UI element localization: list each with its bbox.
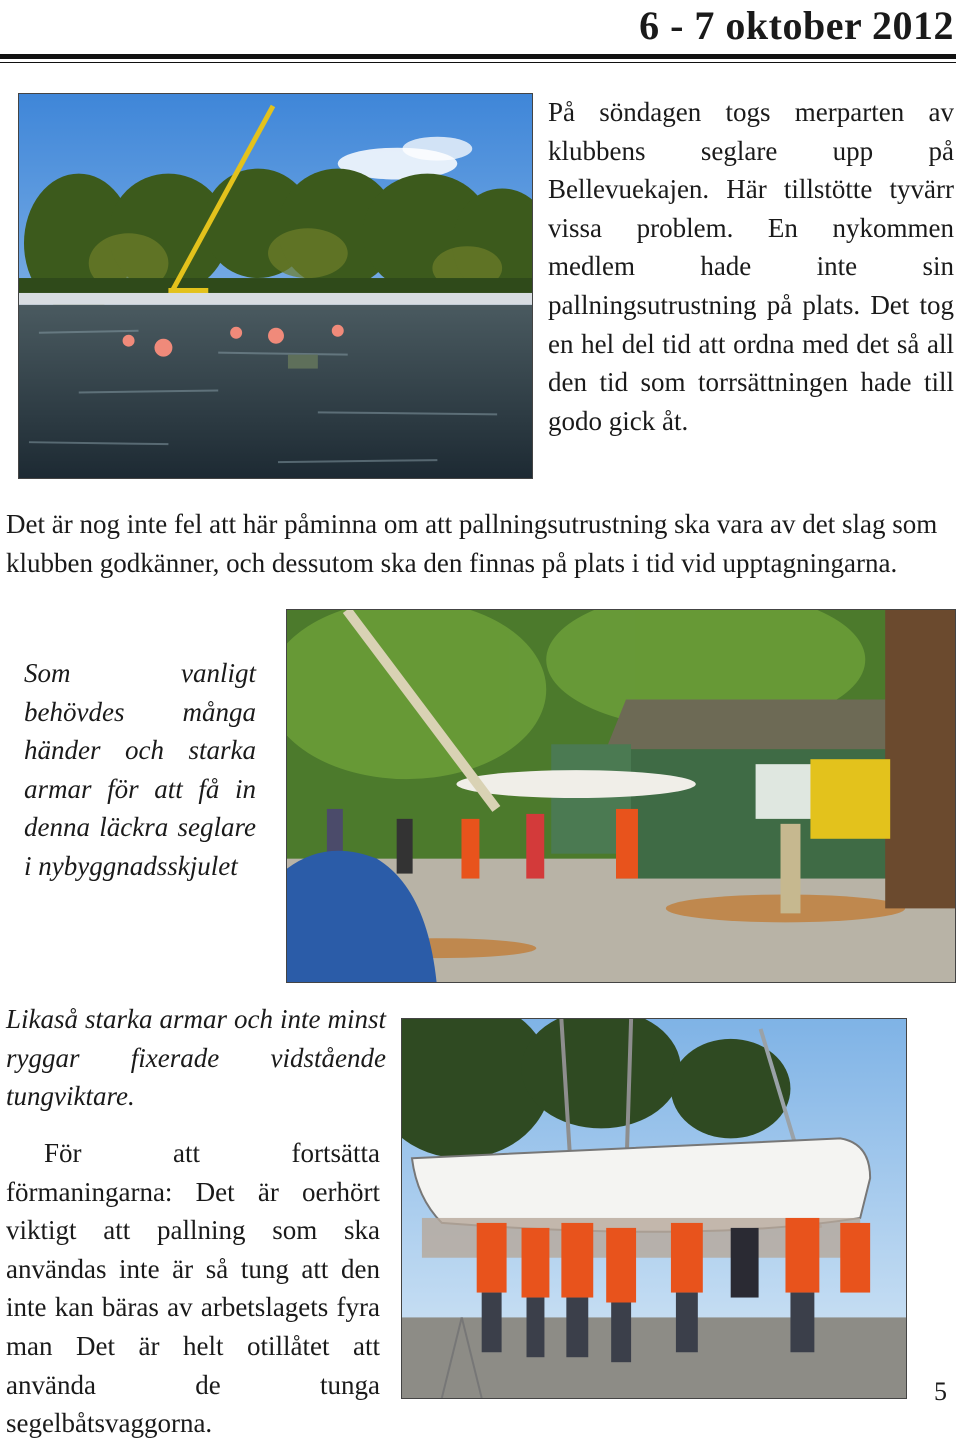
header-rule (0, 54, 956, 59)
paragraph-warning: För att fortsätta förmaningarna: Det är oerhört viktigt att pallning som ska användas inte är så tung att den inte kan bäras av arbetslagets fyra man Det är helt otillåtet att använda de tunga segelbåtsvaggorna. (6, 1138, 380, 1439)
photo-crew-lifting-boat (401, 1018, 907, 1399)
photo-boat-carried-to-shed (286, 609, 956, 983)
caption-shed: Som vanligt behövdes många händer och starka armar för att få in denna läckra seglare i nybyggnadsskjulet (24, 658, 256, 881)
paragraph-reminder: Det är nog inte fel att här påminna om att pallningsutrustning ska vara av det slag som klubben godkänner, och dessutom ska den finnas på plats i tid vid upptagningarna. (6, 509, 938, 578)
paragraph-sunday: På söndagen togs merparten av klubbens seglare upp på Bellevuekajen. Här tillstötte tyvärr vissa problem. En nykommen medlem hade inte sin pallningsutrustning på plats. Det tog en hel del tid att ordna med det så all den tid som torrsättningen hade till godo gick åt. (548, 97, 954, 436)
header-rule-thin (0, 62, 956, 63)
page-date-title: 6 - 7 oktober 2012 (639, 3, 954, 48)
caption-heavyweights: Likaså starka armar och inte minst ryggar fixerade vidstående tungviktare. (6, 1004, 386, 1112)
photo-harbor-crane (18, 93, 533, 479)
page-number: 5 (934, 1377, 947, 1406)
